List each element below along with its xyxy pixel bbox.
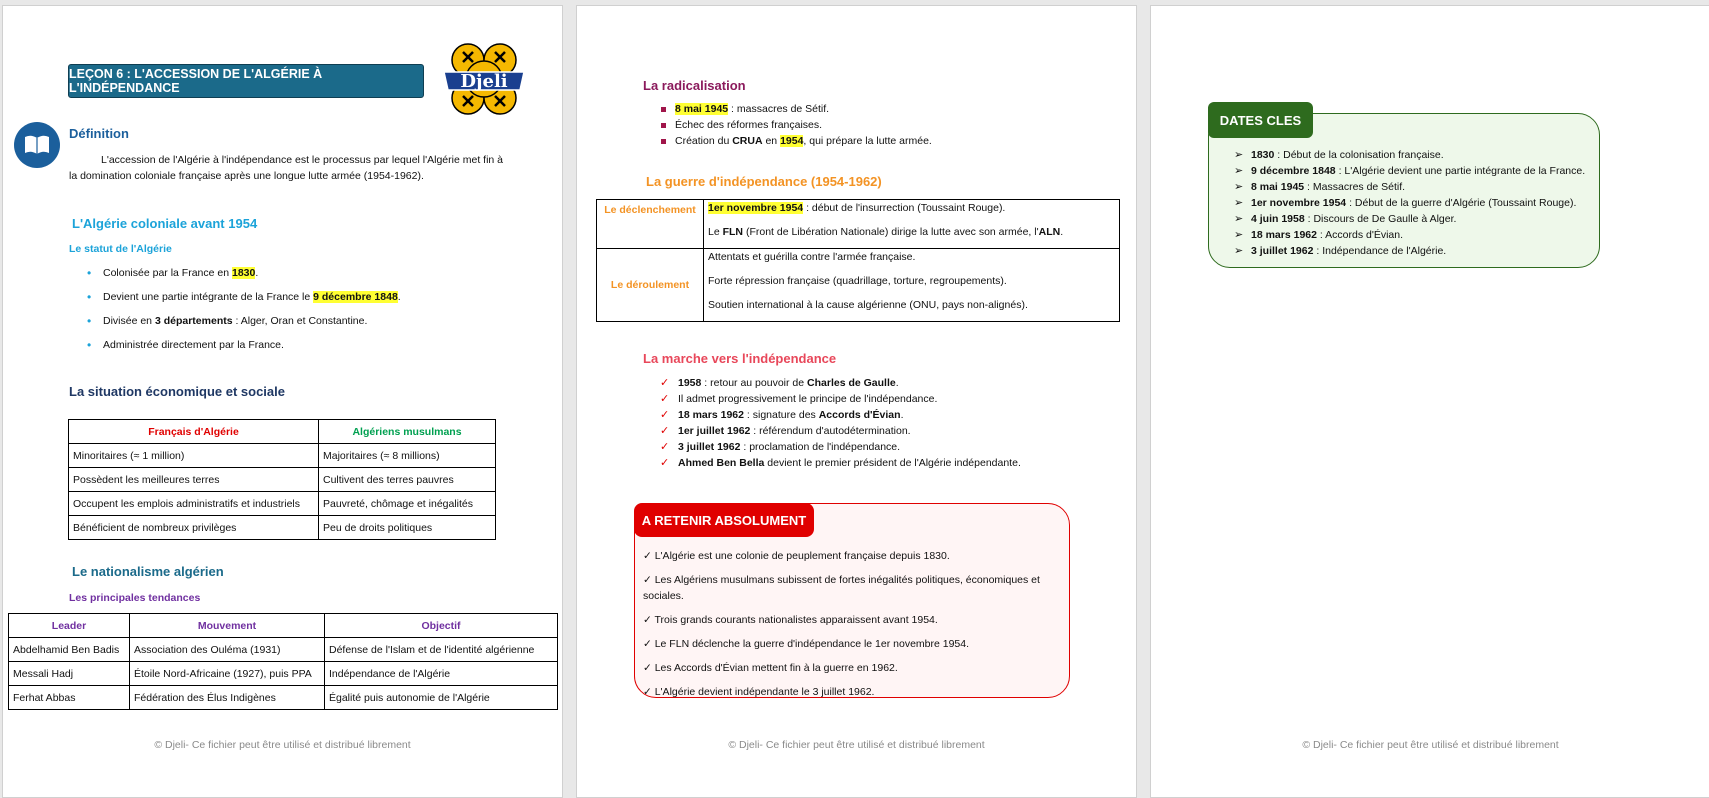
table-header: Leader: [9, 614, 130, 638]
list-item: ➢ 18 mars 1962 : Accords d'Évian.: [1234, 228, 1594, 244]
list-item: ✓ 1958 : retour au pouvoir de Charles de Gaulle.: [660, 376, 1120, 392]
retenir-title: A RETENIR ABSOLUMENT: [634, 503, 814, 537]
table-cell: Minoritaires (≈ 1 million): [69, 444, 319, 468]
definition-text: L'accession de l'Algérie à l'indépendance est le processus par lequel l'Algérie met fin à la domination coloniale française après une longue lutte armée (1954-1962).: [69, 154, 504, 182]
table-label: Le déroulement: [597, 249, 704, 322]
table-row: [597, 200, 1120, 249]
eco-heading: La situation économique et sociale: [69, 384, 285, 399]
statut-list: [87, 266, 507, 362]
list-item: ✓ Le FLN déclenche la guerre d'indépendance le 1er novembre 1954.: [643, 638, 970, 650]
svg-text:Djeli: Djeli: [460, 71, 508, 92]
book-icon: [14, 122, 60, 168]
table-row: [9, 638, 558, 662]
radicalisation-heading: La radicalisation: [643, 78, 746, 93]
eco-table: [68, 419, 496, 540]
page-footer: © Djeli- Ce fichier peut être utilisé et distribué librement: [728, 739, 985, 751]
table-header: Objectif: [325, 614, 558, 638]
table-header: Français d'Algérie: [69, 420, 319, 444]
statut-heading: Le statut de l'Algérie: [69, 243, 172, 255]
list-item: ✓ Il admet progressivement le principe de l'indépendance.: [660, 392, 1120, 408]
table-row: [69, 444, 496, 468]
table-cell: Majoritaires (≈ 8 millions): [319, 444, 496, 468]
table-header: Algériens musulmans: [319, 420, 496, 444]
list-item: • Devient une partie intégrante de la France le 9 décembre 1848.: [87, 290, 507, 314]
table-cell: Ferhat Abbas: [9, 686, 130, 710]
list-item: ➢ 8 mai 1945 : Massacres de Sétif.: [1234, 180, 1594, 196]
march-list: [660, 376, 1120, 472]
definition-heading: Définition: [69, 126, 129, 141]
list-item: ✓ L'Algérie devient indépendante le 3 juillet 1962.: [643, 686, 875, 698]
dates-list: [1234, 148, 1594, 260]
list-item: ✓ Les Algériens musulmans subissent de fortes inégalités politiques, économiques et sociales.: [643, 574, 1040, 602]
djeli-logo: [440, 40, 528, 118]
table-cell: Attentats et guérilla contre l'armée française. Forte répression française (quadrillage, torture, regroupements). Soutien international à la cause algérienne (ONU, pays non-alignés).: [704, 249, 1120, 322]
list-item: Création du CRUA en 1954, qui prépare la lutte armée.: [659, 134, 1099, 150]
table-cell: Abdelhamid Ben Badis: [9, 638, 130, 662]
page-3: [1150, 5, 1709, 798]
march-heading: La marche vers l'indépendance: [643, 351, 837, 366]
table-header: Mouvement: [130, 614, 325, 638]
table-row: [69, 492, 496, 516]
list-item: ✓ Ahmed Ben Bella devient le premier président de l'Algérie indépendante.: [660, 456, 1120, 472]
list-item: ✓ 1er juillet 1962 : référendum d'autodétermination.: [660, 424, 1120, 440]
table-cell: Cultivent des terres pauvres: [319, 468, 496, 492]
page-2: [576, 5, 1137, 798]
table-row: [9, 686, 558, 710]
page-1: [2, 5, 563, 798]
list-item: • Colonisée par la France en 1830.: [87, 266, 507, 290]
table-cell: Association des Ouléma (1931): [130, 638, 325, 662]
list-item: ✓ 3 juillet 1962 : proclamation de l'indépendance.: [660, 440, 1120, 456]
table-row: [69, 468, 496, 492]
list-item: • Divisée en 3 départements : Alger, Oran et Constantine.: [87, 314, 507, 338]
table-cell: Bénéficient de nombreux privilèges: [69, 516, 319, 540]
list-item: ➢ 9 décembre 1848 : L'Algérie devient une partie intégrante de la France.: [1234, 164, 1594, 180]
list-item: ✓ Trois grands courants nationalistes apparaissent avant 1954.: [643, 614, 938, 626]
war-table: [596, 199, 1120, 322]
list-item: 8 mai 1945 : massacres de Sétif.: [659, 102, 1099, 118]
table-cell: Défense de l'Islam et de l'identité algérienne: [325, 638, 558, 662]
list-item: ➢ 4 juin 1958 : Discours de De Gaulle à Alger.: [1234, 212, 1594, 228]
list-item: ➢ 1830 : Début de la colonisation française.: [1234, 148, 1594, 164]
nationalism-heading: Le nationalisme algérien: [72, 564, 224, 579]
list-item: ➢ 1er novembre 1954 : Début de la guerre d'Algérie (Toussaint Rouge).: [1234, 196, 1594, 212]
table-cell: Égalité puis autonomie de l'Algérie: [325, 686, 558, 710]
colonial-heading: L'Algérie coloniale avant 1954: [72, 216, 258, 231]
table-cell: Fédération des Élus Indigènes: [130, 686, 325, 710]
page-footer: © Djeli- Ce fichier peut être utilisé et distribué librement: [1302, 739, 1559, 751]
list-item: ✓ Les Accords d'Évian mettent fin à la guerre en 1962.: [643, 662, 898, 674]
tendances-heading: Les principales tendances: [69, 592, 201, 604]
list-item: Échec des réformes françaises.: [659, 118, 1099, 134]
table-row: [597, 249, 1120, 322]
table-row: [69, 516, 496, 540]
page-footer: © Djeli- Ce fichier peut être utilisé et distribué librement: [154, 739, 411, 751]
table-cell: Possèdent les meilleures terres: [69, 468, 319, 492]
table-cell: Étoile Nord-Africaine (1927), puis PPA: [130, 662, 325, 686]
list-item: ➢ 3 juillet 1962 : Indépendance de l'Algérie.: [1234, 244, 1594, 260]
war-heading: La guerre d'indépendance (1954-1962): [646, 174, 882, 189]
table-cell: Peu de droits politiques: [319, 516, 496, 540]
table-row: [9, 662, 558, 686]
list-item: • Administrée directement par la France.: [87, 338, 507, 362]
table-cell: Occupent les emplois administratifs et industriels: [69, 492, 319, 516]
radicalisation-list: [659, 102, 1099, 150]
list-item: ✓ L'Algérie est une colonie de peuplement française depuis 1830.: [643, 550, 950, 562]
lesson-title: LEÇON 6 : L'ACCESSION DE L'ALGÉRIE À L'INDÉPENDANCE: [68, 64, 424, 98]
table-cell: Indépendance de l'Algérie: [325, 662, 558, 686]
table-cell: Pauvreté, chômage et inégalités: [319, 492, 496, 516]
list-item: ✓ 18 mars 1962 : signature des Accords d'Évian.: [660, 408, 1120, 424]
tendances-table: [8, 613, 558, 710]
dates-title: DATES CLES: [1208, 102, 1313, 138]
table-cell: 1er novembre 1954 : début de l'insurrection (Toussaint Rouge). Le FLN (Front de Libération Nationale) dirige la lutte avec son armée, l'ALN.: [704, 200, 1120, 249]
retenir-list: [643, 548, 1063, 708]
table-label: Le déclenchement: [597, 200, 704, 249]
table-cell: Messali Hadj: [9, 662, 130, 686]
